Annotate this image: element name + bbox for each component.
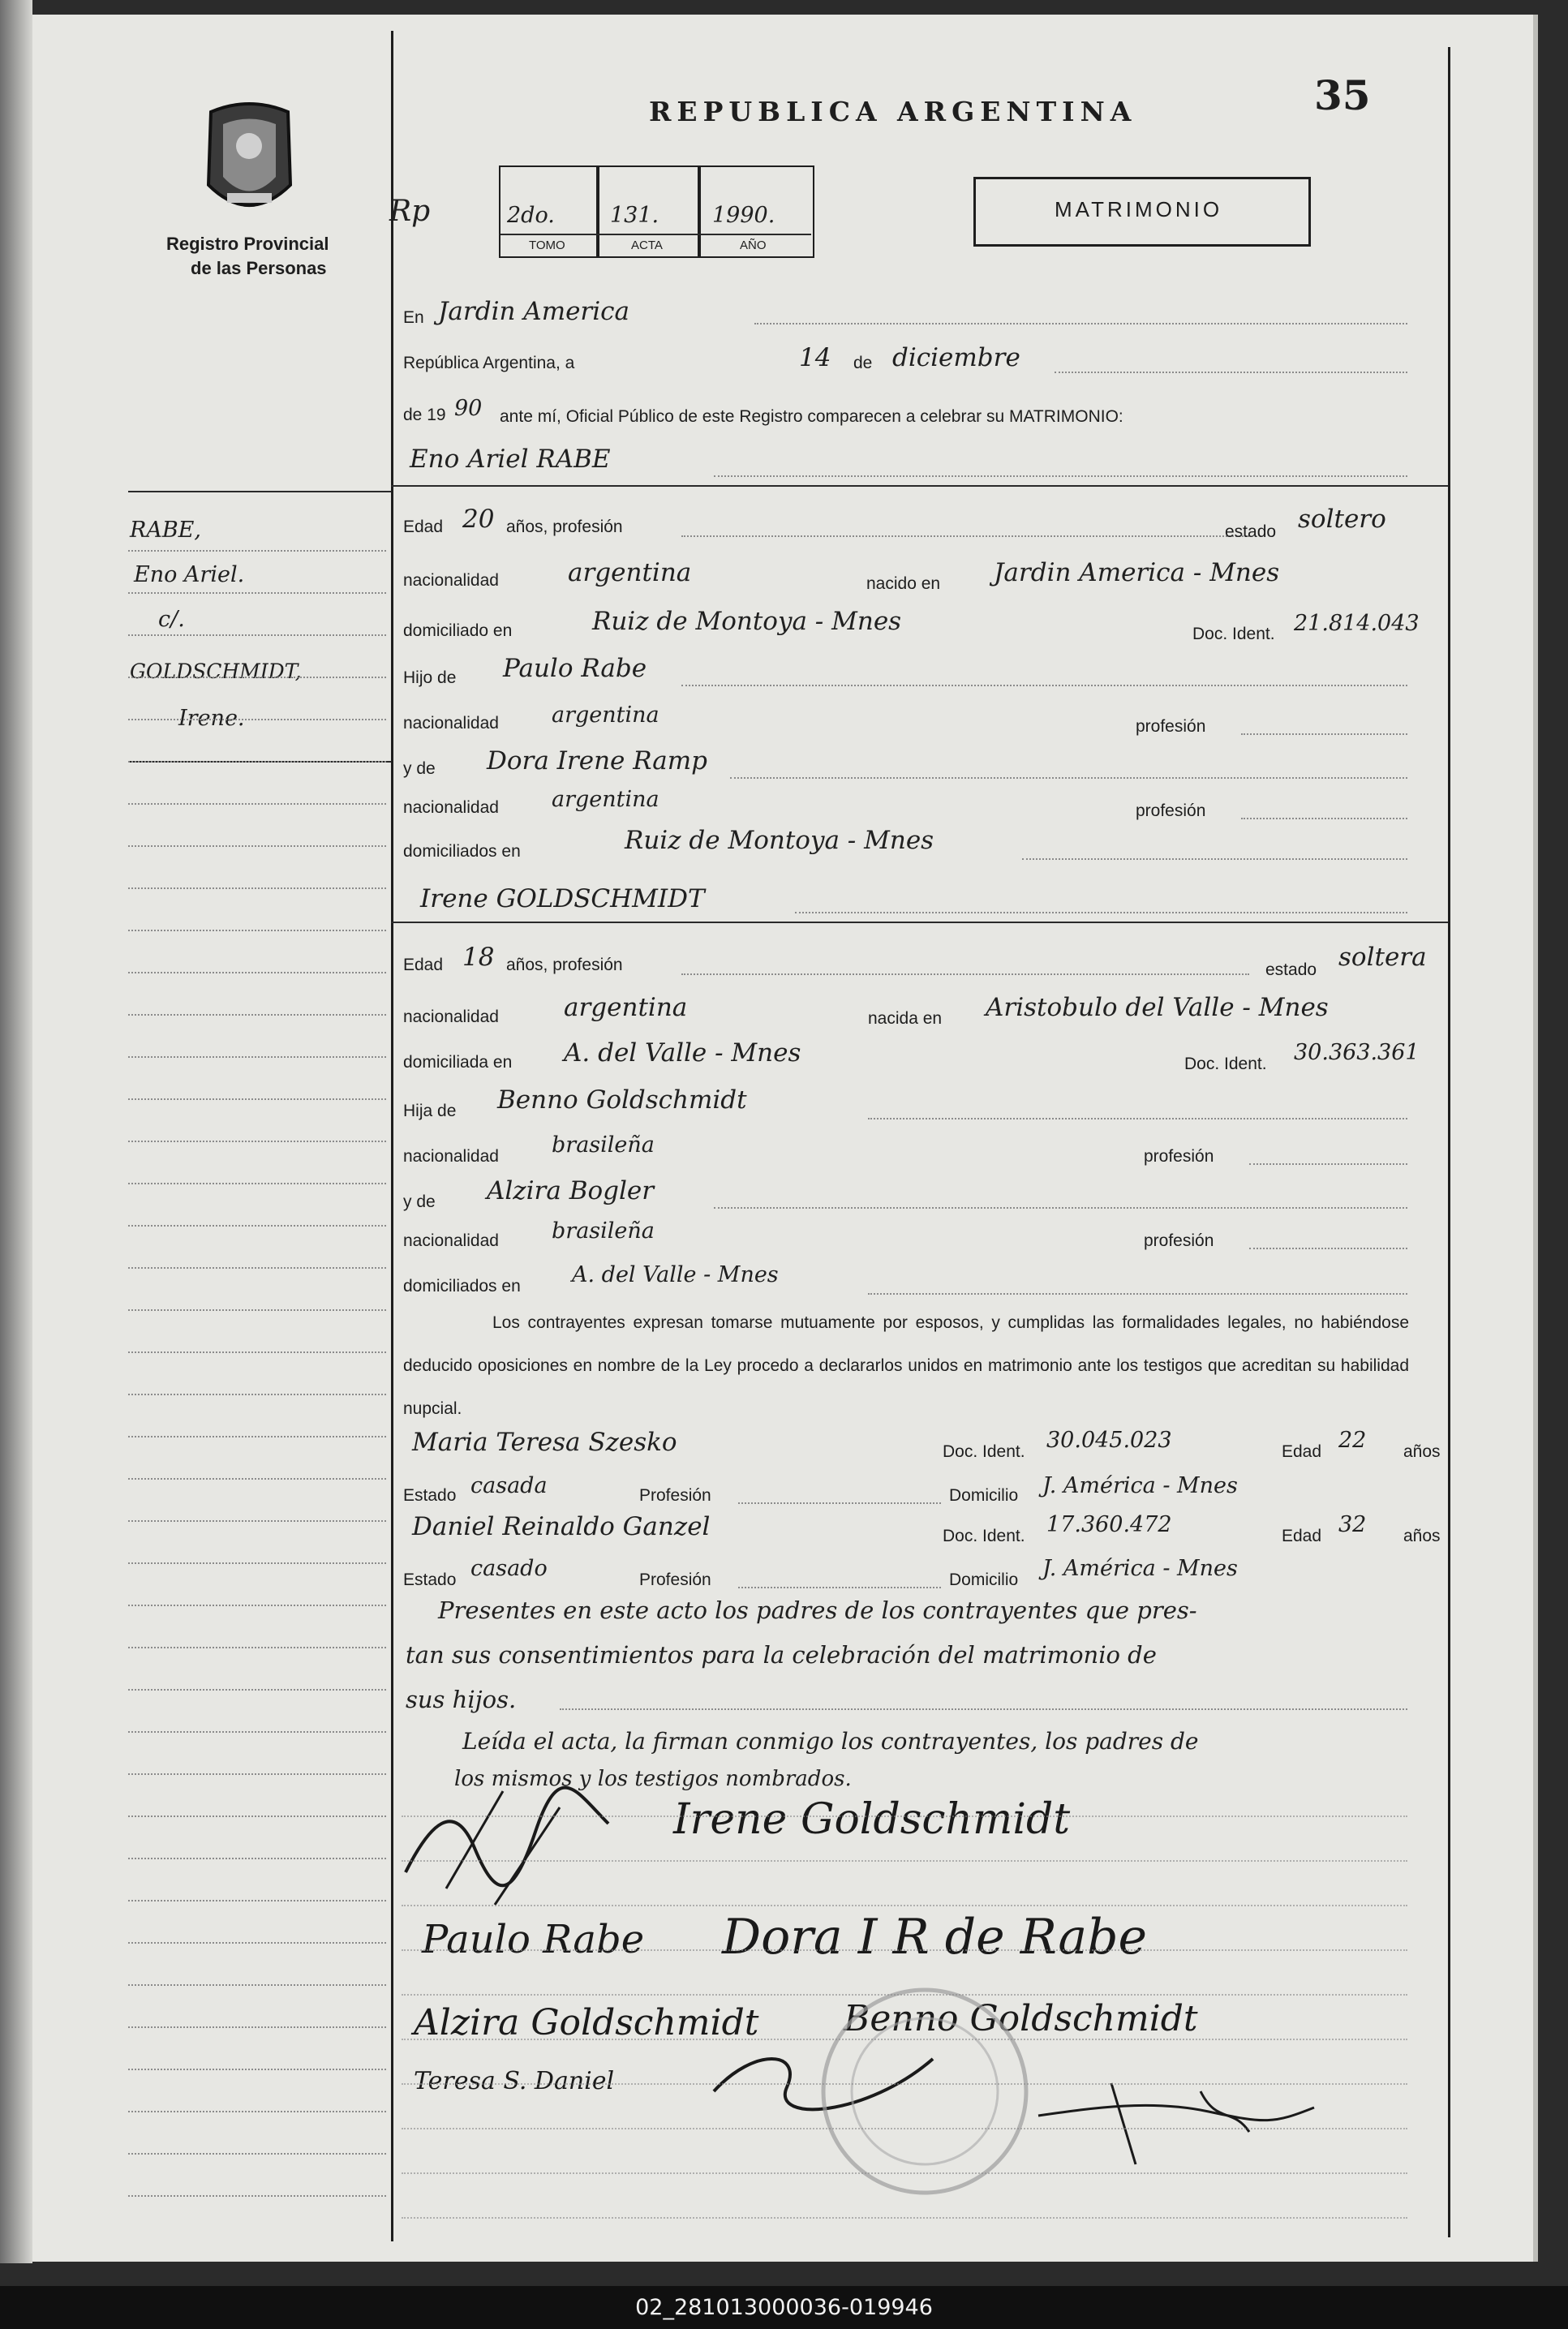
body-dotted-line: [402, 2172, 1407, 2174]
line: [738, 1502, 941, 1504]
line: [714, 1207, 1407, 1209]
margin-dotted-line: [128, 1351, 386, 1353]
body-dotted-line: [402, 1994, 1407, 1996]
bride-father-nat: brasileña: [552, 1132, 655, 1158]
groom-profession-label: años, profesión: [506, 518, 623, 536]
body-dotted-line: [402, 2128, 1407, 2129]
month-value: diciembre: [892, 343, 1020, 372]
page-number: 35: [1314, 71, 1371, 119]
groom-status: soltero: [1298, 505, 1386, 534]
margin-dotted-line: [128, 1900, 386, 1901]
ano-label: AÑO: [740, 238, 767, 252]
groom-mother-signature: Dora I R de Rabe: [722, 1909, 1148, 1966]
note-line-1: Presentes en este acto los padres de los contrayentes que pres-: [438, 1596, 1197, 1624]
bride-mother-nat: brasileña: [552, 1218, 655, 1244]
margin-dotted-line: [128, 1056, 386, 1058]
acta-value: 131.: [610, 203, 659, 228]
margin-note-line-3: c/.: [158, 607, 185, 632]
witness1-name: Maria Teresa Szesko: [412, 1428, 677, 1457]
note-line-4: Leída el acta, la firman conmigo los contrayentes, los padres de: [462, 1728, 1199, 1755]
margin-dotted-line: [128, 2111, 386, 2112]
act-type: MATRIMONIO: [1055, 197, 1223, 221]
witness1-domicile-label: Domicilio: [949, 1486, 1019, 1505]
officer-signature-scribble: [397, 1775, 625, 1913]
acta-label: ACTA: [631, 238, 663, 252]
bride-doc: 30.363.361: [1294, 1040, 1420, 1065]
bride-mother-signature: Alzira Goldschmidt: [414, 2002, 759, 2043]
groom-doc: 21.814.043: [1294, 611, 1420, 636]
bride-age-label: Edad: [403, 956, 444, 974]
groom-domicile-label: domiciliado en: [403, 621, 513, 640]
bride-doc-label: Doc. Ident.: [1184, 1055, 1267, 1073]
tomo-value: 2do.: [507, 203, 555, 228]
groom-father-signature: Paulo Rabe: [422, 1917, 645, 1962]
ano-value: 1990.: [712, 203, 775, 228]
witness1-status: casada: [470, 1473, 548, 1498]
bride-section-top: [391, 922, 1448, 923]
line: [1241, 818, 1407, 819]
margin-dotted-line: [128, 930, 386, 931]
witness2-status: casado: [470, 1556, 548, 1581]
officer-signature-icon: [1030, 2075, 1322, 2172]
body-dotted-line: [402, 2039, 1407, 2040]
margin-dotted-line: [128, 1731, 386, 1733]
witness1-years-label: años: [1403, 1442, 1441, 1461]
groom-parents-dom: Ruiz de Montoya - Mnes: [625, 826, 934, 855]
groom-parent-label: Hijo de: [403, 668, 457, 687]
bride-profession-label: años, profesión: [506, 956, 623, 974]
groom-mother-nat-label: nacionalidad: [403, 798, 499, 817]
witness2-domicile: J. América - Mnes: [1042, 1556, 1238, 1581]
line: [1241, 733, 1407, 735]
line: [1022, 858, 1407, 860]
margin-dotted-line: [128, 761, 386, 763]
note-line-3: sus hijos.: [406, 1686, 517, 1713]
margin-note-line-2: Eno Ariel.: [134, 562, 245, 587]
witness2-profession-label: Profesión: [639, 1571, 711, 1589]
margin-note-line-4: GOLDSCHMIDT,: [130, 660, 302, 683]
margin-dotted-line: [128, 1773, 386, 1775]
body-dotted-line: [402, 2083, 1407, 2085]
line: [730, 777, 1407, 779]
margin-dotted-line: [128, 1942, 386, 1944]
year-suffix: 90: [454, 396, 483, 421]
tomo-label: TOMO: [529, 238, 565, 252]
margin-dotted-line: [128, 634, 386, 636]
line: [1055, 372, 1407, 373]
line: [681, 973, 1249, 975]
groom-mother-nat: argentina: [552, 787, 659, 812]
margin-dotted-line: [128, 677, 386, 678]
witness2-status-label: Estado: [403, 1571, 457, 1589]
line: [714, 475, 1407, 477]
witness2-age: 32: [1338, 1512, 1367, 1537]
line: [681, 535, 1249, 537]
groom-doc-label: Doc. Ident.: [1192, 625, 1275, 643]
body-dotted-line: [402, 1949, 1407, 1951]
de-label: de: [853, 354, 873, 372]
margin-dotted-line: [128, 1647, 386, 1648]
witness2-doc: 17.360.472: [1046, 1512, 1172, 1537]
groom-nationality: argentina: [568, 558, 692, 587]
bride-father: Benno Goldschmidt: [497, 1085, 747, 1115]
groom-mother-label: y de: [403, 759, 436, 778]
bride-mother-prof-label: profesión: [1144, 1231, 1214, 1250]
witness2-years-label: años: [1403, 1527, 1441, 1545]
groom-born: Jardin America - Mnes: [994, 558, 1280, 587]
margin-dotted-line: [128, 887, 386, 889]
line: [681, 685, 1407, 686]
margin-dotted-line: [128, 2153, 386, 2155]
line: [868, 1293, 1407, 1295]
bride-name: Irene GOLDSCHMIDT: [420, 884, 705, 913]
margin-dotted-line: [128, 1816, 386, 1817]
margin-dotted-line: [128, 1689, 386, 1691]
declaration-text: Los contrayentes expresan tomarse mutuamente por esposos, y cumplidas las formalidades legales, no habiéndose deducido oposiciones en nombre de la Ley procedo a declararlos unidos en matrimonio ante los testigos que acreditan su habilidad nupcial.: [403, 1313, 1409, 1418]
margin-dotted-line: [128, 2195, 386, 2197]
margin-dotted-line: [128, 592, 386, 594]
groom-section-top: [391, 485, 1448, 487]
groom-born-label: nacido en: [866, 574, 941, 593]
note-line-5: los mismos y los testigos nombrados.: [454, 1767, 852, 1791]
margin-dotted-line: [128, 972, 386, 973]
witness1-age-label: Edad: [1282, 1442, 1322, 1461]
margin-dotted-line: [128, 1309, 386, 1311]
margin-dotted-line: [128, 2026, 386, 2028]
margin-dotted-line: [128, 845, 386, 847]
margin-top-rule: [128, 491, 391, 492]
register-page: [32, 15, 1538, 2262]
bride-nationality: argentina: [564, 993, 688, 1022]
official-stamp-icon: [811, 1978, 1038, 2205]
groom-father: Paulo Rabe: [503, 654, 647, 683]
republic-label: República Argentina, a: [403, 354, 575, 372]
body-dotted-line: [402, 1905, 1407, 1906]
witness1-doc: 30.045.023: [1046, 1428, 1172, 1453]
groom-father-nat-label: nacionalidad: [403, 714, 499, 733]
witness1-domicile: J. América - Mnes: [1042, 1473, 1238, 1498]
witness1-profession-label: Profesión: [639, 1486, 711, 1505]
groom-age-label: Edad: [403, 518, 444, 536]
line: [1249, 1248, 1407, 1249]
bride-status-label: estado: [1265, 960, 1317, 979]
country-title: REPUBLICA ARGENTINA: [649, 96, 1137, 127]
box-divider: [500, 234, 811, 235]
margin-dotted-line: [128, 1014, 386, 1016]
margin-note-line-1: RABE,: [130, 518, 201, 543]
line: [738, 1587, 941, 1588]
place-value: Jardin America: [438, 297, 630, 326]
bride-signature: Irene Goldschmidt: [673, 1795, 1071, 1844]
groom-domicile: Ruiz de Montoya - Mnes: [592, 607, 902, 636]
margin-dotted-line: [128, 1562, 386, 1564]
bride-domicile: A. del Valle - Mnes: [564, 1038, 801, 1068]
body-dotted-line: [402, 2217, 1407, 2219]
margin-dotted-line: [128, 550, 386, 552]
bride-born-label: nacida en: [868, 1009, 943, 1028]
witness1-doc-label: Doc. Ident.: [943, 1442, 1025, 1461]
margin-dotted-line: [128, 1605, 386, 1606]
margin-dotted-line: [128, 1520, 386, 1522]
bride-age: 18: [462, 943, 495, 972]
bride-nationality-label: nacionalidad: [403, 1008, 499, 1026]
groom-age: 20: [462, 505, 495, 534]
bride-parents-dom-label: domiciliados en: [403, 1277, 521, 1296]
witness2-doc-label: Doc. Ident.: [943, 1527, 1025, 1545]
line: [754, 323, 1407, 324]
intro-statement: ante mí, Oficial Público de este Registro comparecen a celebrar su MATRIMONIO:: [500, 407, 1123, 426]
groom-name: Eno Ariel RABE: [410, 445, 611, 474]
initials-mark: Rp: [389, 195, 431, 228]
line: [1249, 1163, 1407, 1165]
bride-mother: Alzira Bogler: [487, 1176, 655, 1205]
margin-dotted-line: [128, 1478, 386, 1480]
day-value: 14: [799, 343, 831, 372]
year-prefix: de 19: [403, 406, 446, 424]
right-border: [1448, 47, 1450, 2237]
groom-status-label: estado: [1225, 522, 1277, 541]
margin-dotted-line: [128, 1984, 386, 1986]
groom-father-nat: argentina: [552, 703, 659, 728]
bride-domicile-label: domiciliada en: [403, 1053, 513, 1072]
line: [795, 912, 1407, 913]
margin-dotted-line: [128, 1225, 386, 1227]
bride-born: Aristobulo del Valle - Mnes: [986, 993, 1329, 1022]
registry-name-line2: de las Personas: [191, 258, 327, 278]
body-dotted-line: [402, 1816, 1407, 1817]
en-label: En: [403, 308, 424, 327]
bride-father-prof-label: profesión: [1144, 1147, 1214, 1166]
registry-name-line1: Registro Provincial: [166, 234, 329, 254]
witness1-status-label: Estado: [403, 1486, 457, 1505]
line: [868, 1118, 1407, 1119]
witness2-name: Daniel Reinaldo Ganzel: [412, 1512, 711, 1541]
groom-parents-dom-label: domiciliados en: [403, 842, 521, 861]
margin-dotted-line: [128, 719, 386, 720]
bride-status: soltera: [1338, 943, 1427, 972]
margin-dotted-line: [128, 1436, 386, 1437]
bride-father-signature: Benno Goldschmidt: [844, 1998, 1198, 2039]
margin-dotted-line: [128, 1394, 386, 1395]
groom-mother: Dora Irene Ramp: [487, 746, 708, 776]
book-binding: [0, 0, 32, 2263]
document-id-bar: 02_281013000036-019946: [0, 2286, 1568, 2329]
note-line-2: tan sus consentimientos para la celebración del matrimonio de: [406, 1641, 1157, 1669]
margin-dotted-line: [128, 1858, 386, 1859]
witness2-domicile-label: Domicilio: [949, 1571, 1019, 1589]
margin-note-line-5: Irene.: [178, 706, 245, 731]
groom-mother-prof-label: profesión: [1136, 801, 1206, 820]
bride-mother-nat-label: nacionalidad: [403, 1231, 499, 1250]
bride-mother-label: y de: [403, 1192, 436, 1211]
witness-signature: Teresa S. Daniel: [414, 2067, 615, 2095]
margin-dotted-line: [128, 1141, 386, 1142]
bride-parent-label: Hija de: [403, 1102, 457, 1120]
groom-nationality-label: nacionalidad: [403, 571, 499, 590]
margin-dotted-line: [128, 803, 386, 805]
provincial-seal-icon: [195, 96, 304, 226]
bride-parents-dom: A. del Valle - Mnes: [572, 1262, 779, 1287]
line: [560, 1708, 1407, 1710]
body-dotted-line: [402, 1860, 1407, 1862]
bride-father-nat-label: nacionalidad: [403, 1147, 499, 1166]
margin-divider: [391, 31, 393, 2241]
margin-dotted-line: [128, 1098, 386, 1100]
witness2-age-label: Edad: [1282, 1527, 1322, 1545]
margin-dotted-line: [128, 2069, 386, 2070]
margin-dotted-line: [128, 1183, 386, 1184]
witness1-age: 22: [1338, 1428, 1367, 1453]
groom-father-prof-label: profesión: [1136, 717, 1206, 736]
margin-dotted-line: [128, 1267, 386, 1269]
